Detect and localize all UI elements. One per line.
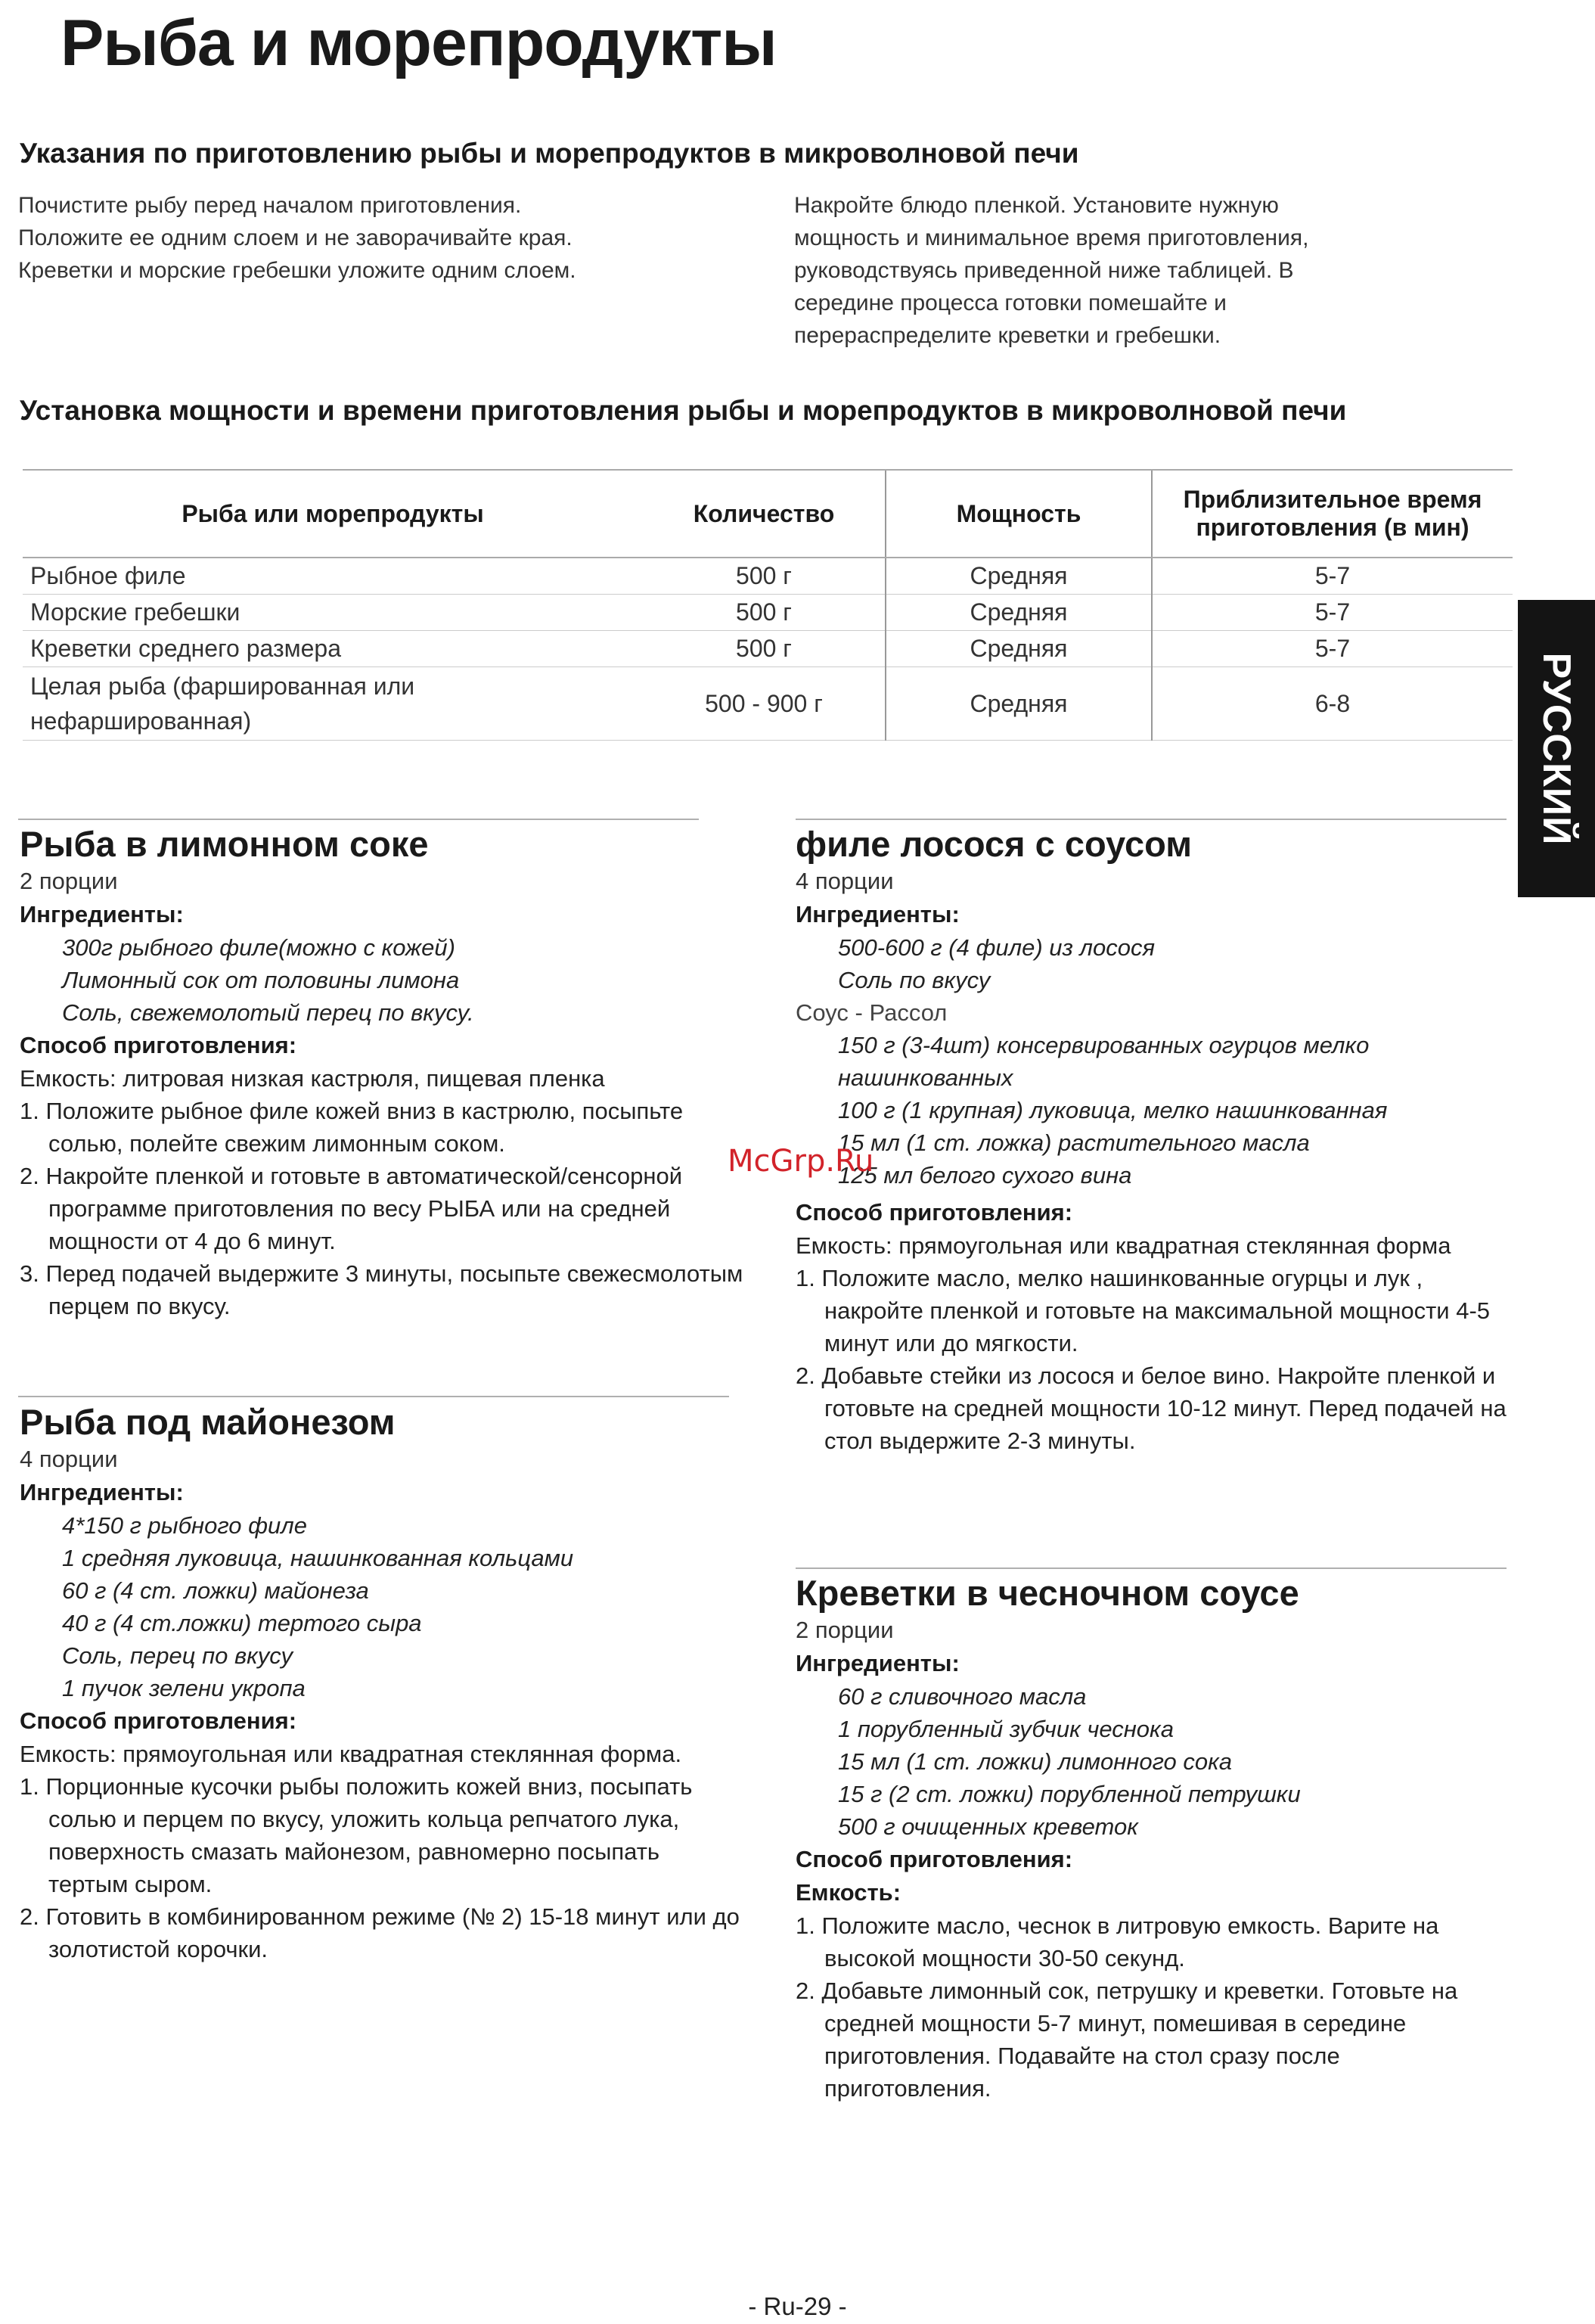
recipe-shrimp [796, 1572, 1507, 2105]
col-header-quantity: Количество [643, 470, 886, 558]
table-heading: Установка мощности и времени приготовления рыбы и морепродуктов в микроволновой печи [20, 395, 1347, 426]
divider [18, 819, 699, 820]
col-header-power: Мощность [886, 470, 1152, 558]
servings: 2 порции [20, 868, 118, 894]
method-label: Способ приготовления: [20, 1707, 297, 1734]
ingredient-item: 60 г (4 ст. ложки) майонеза [62, 1577, 369, 1604]
ingredient-item: 1 порубленный зубчик чеснока [838, 1716, 1174, 1742]
cell-product: Креветки среднего размера [23, 631, 643, 667]
guidance-left-line: Креветки и морские гребешки уложите одним слоем. [18, 258, 576, 283]
cell-time: 5-7 [1152, 595, 1513, 631]
recipe-lemon-fish [20, 823, 746, 1322]
step-item: 3. Перед подачей выдержите 3 минуты, посыпьте свежесмолотым перцем по вкусу. [20, 1260, 743, 1319]
cell-time: 5-7 [1152, 558, 1513, 595]
container-text: Емкость: прямоугольная или квадратная стеклянная форма. [20, 1741, 682, 1767]
ingredient-item: Соль по вкусу [838, 967, 991, 993]
ingredient-item: 15 мл (1 ст. ложки) лимонного сока [838, 1748, 1232, 1775]
cell-power: Средняя [886, 631, 1152, 667]
recipe-salmon [796, 823, 1507, 1457]
method-label: Способ приготовления: [796, 1846, 1073, 1872]
guidance-right [794, 189, 1505, 352]
cell-product: Целая рыба (фаршированная или нефаршированная) [23, 667, 643, 741]
ingredient-list [20, 1509, 746, 1704]
recipe-title: Рыба в лимонном соке [20, 824, 429, 864]
ingredient-item: 4*150 г рыбного филе [62, 1512, 307, 1539]
ingredients-label: Ингредиенты: [20, 1479, 184, 1505]
step-item: 2. Готовить в комбинированном режиме (№ 2) 15-18 минут или до золотистой корочки. [20, 1903, 740, 1962]
guidance-left [18, 189, 774, 287]
language-tab [1518, 600, 1595, 897]
ingredient-item: 125 мл белого сухого вина [838, 1162, 1132, 1188]
ingredient-item: 40 г (4 ст.ложки) тертого сыра [62, 1610, 422, 1636]
servings: 4 порции [796, 868, 894, 894]
ingredient-item: 500 г очищенных креветок [838, 1813, 1138, 1840]
ingredient-item: 1 средняя луковица, нашинкованная кольцами [62, 1545, 574, 1571]
guidance-right-line: руководствуясь приведенной ниже таблицей. В [794, 258, 1294, 283]
ingredient-list [796, 1680, 1507, 1843]
guidance-left-line: Положите ее одним слоем и не заворачивайте края. [18, 225, 573, 250]
watermark: McGrp.Ru [728, 1144, 874, 1179]
method-label: Способ приготовления: [20, 1032, 297, 1058]
step-item: 1. Положите рыбное филе кожей вниз в кастрюлю, посыпьте солью, полейте свежим лимонным соком. [20, 1098, 684, 1157]
page-title: Рыба и морепродукты [61, 7, 777, 79]
ingredients-label: Ингредиенты: [796, 1650, 960, 1676]
recipe-mayo-fish [20, 1401, 746, 1965]
recipe-title: Рыба под майонезом [20, 1402, 396, 1442]
divider [796, 1567, 1507, 1569]
guidance-right-line: мощность и минимальное время приготовления, [794, 225, 1309, 250]
table-row [23, 595, 1513, 631]
language-tab-label: РУССКИЙ [1534, 652, 1578, 845]
step-list [796, 1262, 1507, 1457]
step-item: 1. Порционные кусочки рыбы положить кожей вниз, посыпать солью и перцем по вкусу, уложить кольца репчатого лука, поверхность смазать майонезом, равномерно посыпать тертым сыром. [20, 1773, 693, 1897]
step-item: 2. Накройте пленкой и готовьте в автоматической/сенсорной программе приготовления по весу РЫБА или на средней мощности от 4 до 6 минут. [20, 1163, 683, 1254]
ingredients-label: Ингредиенты: [796, 901, 960, 927]
ingredient-item: 1 пучок зелени укропа [62, 1675, 306, 1701]
ingredient-list [20, 931, 746, 1029]
ingredient-item: 60 г сливочного масла [838, 1683, 1087, 1710]
cell-power: Средняя [886, 667, 1152, 741]
guidance-right-line: перераспределите креветки и гребешки. [794, 323, 1221, 348]
ingredient-item: 150 г (3-4шт) консервированных огурцов мелко нашинкованных [838, 1032, 1370, 1091]
ingredient-item: Соль, свежемолотый перец по вкусу. [62, 999, 474, 1026]
divider [18, 1396, 729, 1397]
ingredient-item: 300г рыбного филе(можно с кожей) [62, 934, 455, 961]
servings: 2 порции [796, 1617, 894, 1643]
guidance-heading: Указания по приготовлению рыбы и морепродуктов в микроволновой печи [20, 138, 1079, 169]
sauce-ingredient-list [796, 1029, 1507, 1192]
ingredient-item: 15 мл (1 ст. ложка) растительного масла [838, 1129, 1310, 1156]
ingredient-item: 15 г (2 ст. ложки) порубленной петрушки [838, 1781, 1301, 1807]
table-row [23, 558, 1513, 595]
step-item: 2. Добавьте лимонный сок, петрушку и креветки. Готовьте на средней мощности 5-7 минут, помешивая в середине приготовления. Подавайте на стол сразу после приготовления. [796, 1978, 1458, 2102]
servings: 4 порции [20, 1446, 118, 1472]
guidance-right-line: Накройте блюдо пленкой. Установите нужную [794, 193, 1279, 218]
step-item: 1. Положите масло, чеснок в литровую емкость. Варите на высокой мощности 30-50 секунд. [796, 1912, 1439, 1971]
container-text: Емкость: прямоугольная или квадратная стеклянная форма [796, 1232, 1451, 1259]
cell-quantity: 500 г [643, 558, 886, 595]
cell-time: 5-7 [1152, 631, 1513, 667]
cell-product: Морские гребешки [23, 595, 643, 631]
step-list [20, 1095, 746, 1322]
guidance-left-line: Почистите рыбу перед началом приготовления. [18, 193, 522, 218]
col-header-time: Приблизительное время приготовления (в мин) [1152, 470, 1513, 558]
table-row [23, 631, 1513, 667]
step-item: 1. Положите масло, мелко нашинкованные огурцы и лук , накройте пленкой и готовьте на максимальной мощности 4-5 минут или до мягкости. [796, 1265, 1491, 1356]
divider [796, 819, 1507, 820]
cell-power: Средняя [886, 595, 1152, 631]
ingredient-item: 500-600 г (4 филе) из лосося [838, 934, 1156, 961]
cell-quantity: 500 г [643, 631, 886, 667]
container-text: Емкость: литровая низкая кастрюля, пищевая пленка [20, 1065, 605, 1092]
guidance-right-line: середине процесса готовки помешайте и [794, 290, 1227, 315]
method-label: Способ приготовления: [796, 1199, 1073, 1226]
cell-quantity: 500 - 900 г [643, 667, 886, 741]
ingredient-item: Соль, перец по вкусу [62, 1642, 293, 1669]
cooking-table [23, 469, 1513, 741]
ingredient-list [796, 931, 1507, 996]
ingredient-item: Лимонный сок от половины лимона [62, 967, 460, 993]
step-item: 2. Добавьте стейки из лосося и белое вино. Накройте пленкой и готовьте на средней мощности 10-12 минут. Перед подачей на стол выдержите 2-3 минуты. [796, 1362, 1507, 1454]
recipe-title: филе лосося с соусом [796, 824, 1193, 864]
page-number: - Ru-29 - [748, 2292, 847, 2320]
table-header-row [23, 470, 1513, 558]
table-row [23, 667, 1513, 741]
step-list [796, 1909, 1507, 2105]
recipe-title: Креветки в чесночном соусе [796, 1573, 1299, 1613]
step-list [20, 1770, 746, 1965]
ingredient-item: 100 г (1 крупная) луковица, мелко нашинкованная [838, 1097, 1388, 1123]
container-label: Емкость: [796, 1879, 901, 1906]
ingredients-label: Ингредиенты: [20, 901, 184, 927]
col-header-product: Рыба или морепродукты [23, 470, 643, 558]
cell-quantity: 500 г [643, 595, 886, 631]
sauce-label: Соус - Рассол [796, 999, 948, 1026]
cell-power: Средняя [886, 558, 1152, 595]
cell-product: Рыбное филе [23, 558, 643, 595]
cell-time: 6-8 [1152, 667, 1513, 741]
